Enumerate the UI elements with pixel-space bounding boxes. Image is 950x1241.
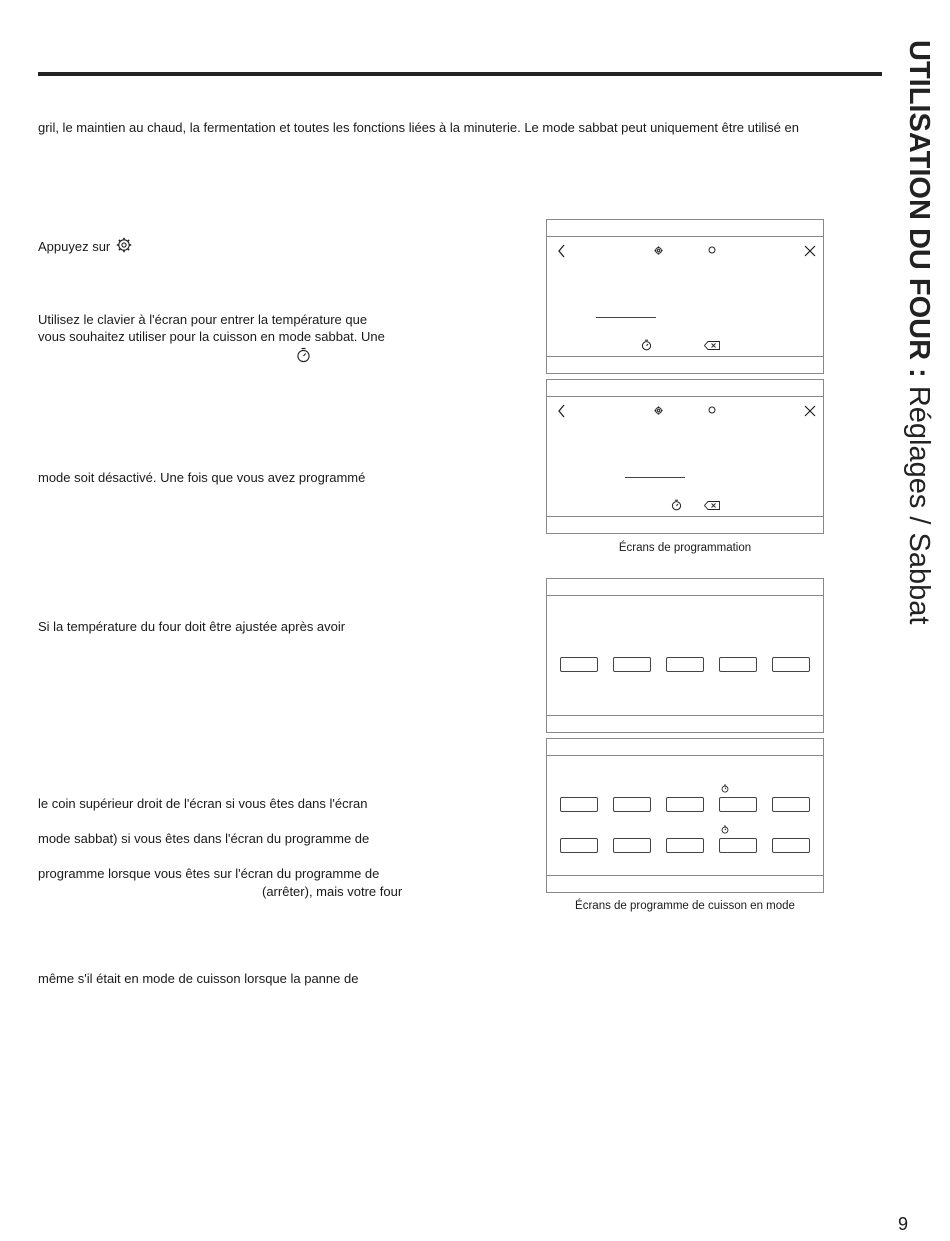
- cooking-program-caption: Écrans de programme de cuisson en mode: [575, 900, 795, 912]
- close-icon[interactable]: [804, 245, 816, 257]
- cooking-program-screen-2: [546, 738, 824, 893]
- program-button-4[interactable]: [719, 657, 757, 672]
- gear-icon: [116, 237, 132, 253]
- program-button-9[interactable]: [719, 838, 757, 853]
- programming-screen-2: [546, 379, 824, 534]
- program-button-2[interactable]: [613, 797, 651, 812]
- program-screen-text: programme lorsque vous êtes sur l'écran du programme de: [38, 866, 380, 881]
- cooking-program-screen-1: [546, 578, 824, 733]
- screen-display: [547, 396, 823, 517]
- timer-icon: [721, 784, 729, 793]
- intro-text: gril, le maintien au chaud, la fermentation et toutes les fonctions liées à la minuterie. Le mode sabbat peut uniquement être utilisé en: [38, 120, 799, 135]
- timer-icon: [296, 347, 311, 363]
- backspace-icon[interactable]: [704, 501, 720, 510]
- keypad-text-1: Utilisez le clavier à l'écran pour entrer la température que: [38, 312, 368, 327]
- screen-display: [547, 595, 823, 716]
- program-button-10[interactable]: [772, 838, 810, 853]
- program-button-8[interactable]: [666, 838, 704, 853]
- program-button-3[interactable]: [666, 657, 704, 672]
- program-button-1[interactable]: [560, 657, 598, 672]
- programming-caption: Écrans de programmation: [618, 542, 752, 554]
- mode-off-text: mode soit désactivé. Une fois que vous avez programmé: [38, 470, 366, 485]
- adjust-text: Si la température du four doit être ajustée après avoir: [38, 619, 346, 634]
- press-text: [38, 237, 132, 255]
- chevron-left-icon[interactable]: [557, 404, 567, 418]
- page-number: 9: [898, 1214, 909, 1234]
- screen-display: [547, 236, 823, 357]
- sabbath-mode-text: mode sabbat) si vous êtes dans l'écran du programme de: [38, 831, 370, 846]
- circle-icon: [708, 246, 716, 254]
- corner-text: le coin supérieur droit de l'écran si vous êtes dans l'écran: [38, 796, 368, 811]
- section-title-bold: UTILISATION DU FOUR :: [903, 40, 935, 378]
- timer-icon[interactable]: [671, 499, 682, 511]
- circle-icon: [708, 406, 716, 414]
- chevron-left-icon[interactable]: [557, 244, 567, 258]
- gear-icon: [654, 246, 663, 255]
- program-button-3[interactable]: [666, 797, 704, 812]
- screen-display: [547, 755, 823, 876]
- programming-screen-1: [546, 219, 824, 374]
- backspace-icon[interactable]: [704, 341, 720, 350]
- keypad-text-2: vous souhaitez utiliser pour la cuisson en mode sabbat. Une: [38, 329, 385, 344]
- program-button-5[interactable]: [772, 797, 810, 812]
- program-button-4[interactable]: [719, 797, 757, 812]
- power-outage-text: même s'il était en mode de cuisson lorsque la panne de: [38, 971, 359, 986]
- temperature-input-line[interactable]: [625, 477, 685, 478]
- timer-icon: [721, 825, 729, 834]
- timer-icon[interactable]: [641, 339, 652, 351]
- stop-text: (arrêter), mais votre four: [262, 884, 403, 899]
- press-label: Appuyez sur: [38, 239, 111, 254]
- gear-icon: [654, 406, 663, 415]
- program-button-2[interactable]: [613, 657, 651, 672]
- close-icon[interactable]: [804, 405, 816, 417]
- program-button-5[interactable]: [772, 657, 810, 672]
- temperature-input-line[interactable]: [596, 317, 656, 318]
- header-rule: [38, 72, 882, 76]
- program-button-1[interactable]: [560, 797, 598, 812]
- section-title-rest: Réglages / Sabbat: [903, 377, 935, 625]
- section-title: [903, 40, 935, 624]
- program-button-7[interactable]: [613, 838, 651, 853]
- program-button-6[interactable]: [560, 838, 598, 853]
